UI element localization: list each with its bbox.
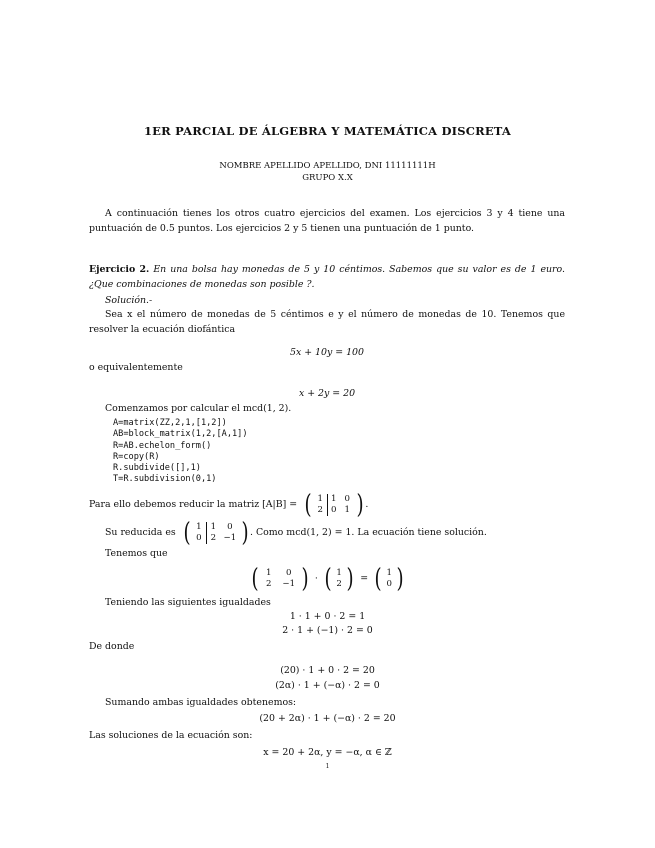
author-group: GRUPO X.X (302, 173, 353, 183)
exercise-label: Ejercicio 2. (89, 264, 150, 275)
code-line: R=copy(R) (113, 451, 160, 462)
equation-2: x + 2y = 20 (298, 388, 356, 399)
document-title: 1ER PARCIAL DE ÁLGEBRA Y MATEMÁTICA DISCRETA (143, 124, 512, 138)
final-solution: x = 20 + 2α, y = −α, α ∈ ℤ (263, 747, 392, 758)
exercise-statement (89, 263, 565, 292)
solutions-text: Las soluciones de la ecuación son: (89, 730, 253, 741)
code-line: R.subdivide([],1) (113, 463, 201, 474)
iguald-text: Teniendo las siguientes igualdades (105, 597, 271, 608)
mcd-text: Comenzamos por calcular el mcd(1, 2). (105, 403, 292, 414)
intro-paragraph: A continuación tienes los otros cuatro ejercicios del examen. Los ejercicios 3 y 4 tiene una puntuación de 0.5 puntos. Los ejercicios 2 y 5 tienen una puntuación de 1 punto. (89, 208, 565, 234)
reduced-matrix: ( 1 1 0 0 2 −1 ) (183, 518, 249, 548)
author-name: NOMBRE APELLIDO APELLIDO, DNI 11111111H (219, 161, 436, 171)
code-line: A=matrix(ZZ,2,1,[1,2]) (113, 418, 227, 428)
reduced-text: Su reducida es (105, 526, 176, 538)
identity-1: 1 · 1 + 0 · 2 = 1 (289, 611, 366, 622)
augmented-matrix: ( 1 1 0 2 0 1 ) (304, 490, 364, 520)
page-number: 1 (325, 763, 330, 770)
author-block (0, 160, 655, 184)
sum-equation: (20 + 2α) · 1 + (−α) · 2 = 20 (259, 713, 396, 724)
reduced-line (105, 520, 487, 546)
code-line: R=AB.echelon_form() (113, 440, 212, 451)
reduced-tail: . Como mcd(1, 2) = 1. La ecuación tiene solución. (250, 526, 487, 538)
code-block (113, 418, 248, 486)
derived-eq-1: (20) · 1 + 0 · 2 = 20 (280, 665, 375, 676)
de-donde-text: De donde (89, 641, 135, 652)
reduce-line: Para ello debemos reducir la matriz [A|B] = ( 1 1 0 2 0 1 ) . (89, 490, 369, 520)
exercise-text: En una bolsa hay monedas de 5 y 10 céntimos. Sabemos que su valor es de 1 euro. ¿Que combinaciones de monedas son posible ?. (89, 264, 565, 290)
code-line: T=R.subdivision(0,1) (113, 474, 217, 485)
solution-intro: Sea x el número de monedas de 5 céntimos e y el número de monedas de 10. Tenemos que resolver la ecuación diofántica (89, 309, 565, 335)
code-line: AB=block_matrix(1,2,[A,1]) (113, 429, 248, 440)
sum-text: Sumando ambas igualdades obtenemos: (105, 697, 297, 708)
matrix-product: ( 1 0 2 −1 ) · ( 1 2 ) = ( 1 0 ) (251, 564, 404, 594)
equivalently-text: o equivalentemente (89, 362, 183, 373)
identity-2: 2 · 1 + (−1) · 2 = 0 (282, 625, 373, 636)
tenemos-text: Tenemos que (105, 548, 168, 559)
vector-v2: ( 1 0 ) (374, 564, 404, 594)
solution-label: Solución.- (105, 295, 153, 306)
derived-eq-2: (2α) · 1 + (−α) · 2 = 0 (275, 680, 380, 691)
vector-v1: ( 1 2 ) (324, 564, 354, 594)
reduce-text: Para ello debemos reducir la matriz [A|B] = (89, 498, 298, 510)
matrix-m3: ( 1 0 2 −1 ) (251, 564, 309, 594)
equation-1: 5x + 10y = 100 (289, 347, 364, 358)
